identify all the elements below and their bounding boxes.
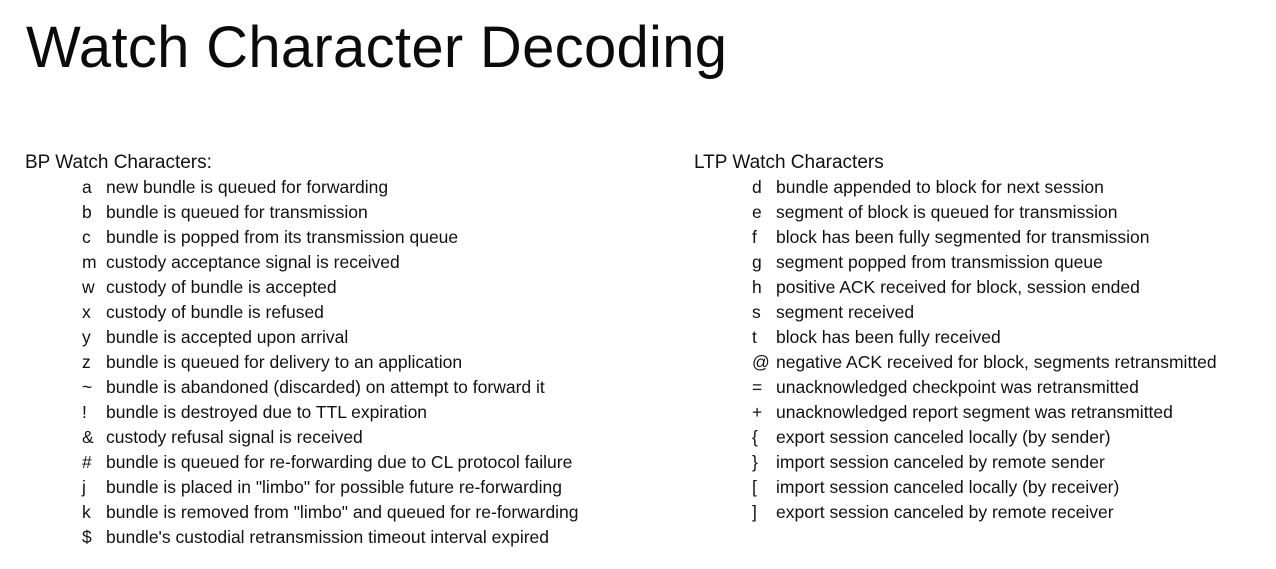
list-item (694, 175, 1274, 200)
character-description: bundle is popped from its transmission queue (106, 227, 459, 247)
character-description: custody acceptance signal is received (106, 252, 400, 272)
list-item (25, 425, 665, 450)
watch-character: ] (752, 502, 757, 522)
watch-character: = (752, 377, 763, 397)
list-item (694, 200, 1274, 225)
character-description: segment of block is queued for transmission (776, 202, 1118, 222)
list-item (694, 350, 1274, 375)
character-description: bundle is queued for re-forwarding due to CL protocol failure (106, 452, 573, 472)
watch-character: $ (82, 527, 92, 547)
watch-character: e (752, 202, 762, 222)
list-item (25, 300, 665, 325)
list-item (25, 275, 665, 300)
list-item (694, 275, 1274, 300)
list-item (694, 400, 1274, 425)
watch-character: ~ (82, 377, 93, 397)
character-description: unacknowledged checkpoint was retransmitted (776, 377, 1139, 397)
character-description: positive ACK received for block, session ended (776, 277, 1140, 297)
character-description: bundle is accepted upon arrival (106, 327, 349, 347)
watch-character: g (752, 252, 762, 272)
character-description: block has been fully received (776, 327, 1001, 347)
slide-title: Watch Character Decoding (26, 15, 728, 80)
character-description: import session canceled locally (by receiver) (776, 477, 1120, 497)
character-description: custody refusal signal is received (106, 427, 363, 447)
character-description: negative ACK received for block, segments retransmitted (776, 352, 1217, 372)
watch-character: & (82, 427, 94, 447)
ltp-character-list (694, 175, 1274, 525)
list-item (25, 475, 665, 500)
watch-character: b (82, 202, 92, 222)
watch-character: h (752, 277, 762, 297)
character-description: unacknowledged report segment was retransmitted (776, 402, 1173, 422)
list-item (25, 450, 665, 475)
character-description: bundle's custodial retransmission timeout interval expired (106, 527, 550, 547)
list-item (25, 250, 665, 275)
list-item (25, 400, 665, 425)
watch-character: f (752, 227, 757, 247)
character-description: bundle is removed from "limbo" and queued for re-forwarding (106, 502, 579, 522)
list-item (694, 375, 1274, 400)
character-description: bundle is placed in "limbo" for possible future re-forwarding (106, 477, 562, 497)
character-description: bundle is queued for transmission (106, 202, 368, 222)
list-item (25, 325, 665, 350)
list-item (25, 500, 665, 525)
watch-character: { (752, 427, 758, 447)
character-description: bundle is queued for delivery to an application (106, 352, 463, 372)
list-item (694, 425, 1274, 450)
watch-character: y (82, 327, 91, 347)
list-item (25, 200, 665, 225)
watch-character: a (82, 177, 92, 197)
character-description: new bundle is queued for forwarding (106, 177, 389, 197)
watch-character: # (82, 452, 92, 472)
character-description: export session canceled by remote receiver (776, 502, 1114, 522)
watch-character: d (752, 177, 762, 197)
character-description: import session canceled by remote sender (776, 452, 1105, 472)
character-description: bundle is abandoned (discarded) on attempt to forward it (106, 377, 545, 397)
list-item (25, 525, 665, 550)
watch-character: m (82, 252, 97, 272)
character-description: segment popped from transmission queue (776, 252, 1103, 272)
watch-character: k (82, 502, 91, 522)
character-description: bundle appended to block for next session (776, 177, 1104, 197)
watch-character: j (82, 477, 86, 497)
watch-character: ! (82, 402, 87, 422)
list-item (25, 225, 665, 250)
list-item (694, 500, 1274, 525)
list-item (694, 325, 1274, 350)
watch-character: t (752, 327, 757, 347)
watch-character: [ (752, 477, 757, 497)
character-description: custody of bundle is refused (106, 302, 324, 322)
list-item (694, 450, 1274, 475)
character-description: export session canceled locally (by sender) (776, 427, 1111, 447)
watch-character: @ (752, 352, 770, 372)
character-description: bundle is destroyed due to TTL expiration (106, 402, 428, 422)
list-item (694, 300, 1274, 325)
watch-character: c (82, 227, 91, 247)
bp-section-heading: BP Watch Characters: (25, 152, 212, 173)
list-item (25, 375, 665, 400)
list-item (694, 475, 1274, 500)
ltp-section-heading: LTP Watch Characters (694, 152, 884, 173)
bp-watch-characters-section (25, 150, 665, 550)
character-description: custody of bundle is accepted (106, 277, 337, 297)
watch-character: s (752, 302, 761, 322)
ltp-watch-characters-section (694, 150, 1274, 525)
bp-character-list (25, 175, 665, 550)
list-item (25, 350, 665, 375)
watch-character: z (82, 352, 91, 372)
watch-character: + (752, 402, 763, 422)
watch-character: w (82, 277, 95, 297)
list-item (25, 175, 665, 200)
list-item (694, 225, 1274, 250)
list-item (694, 250, 1274, 275)
watch-character: } (752, 452, 758, 472)
character-description: segment received (776, 302, 915, 322)
watch-character: x (82, 302, 91, 322)
character-description: block has been fully segmented for transmission (776, 227, 1150, 247)
